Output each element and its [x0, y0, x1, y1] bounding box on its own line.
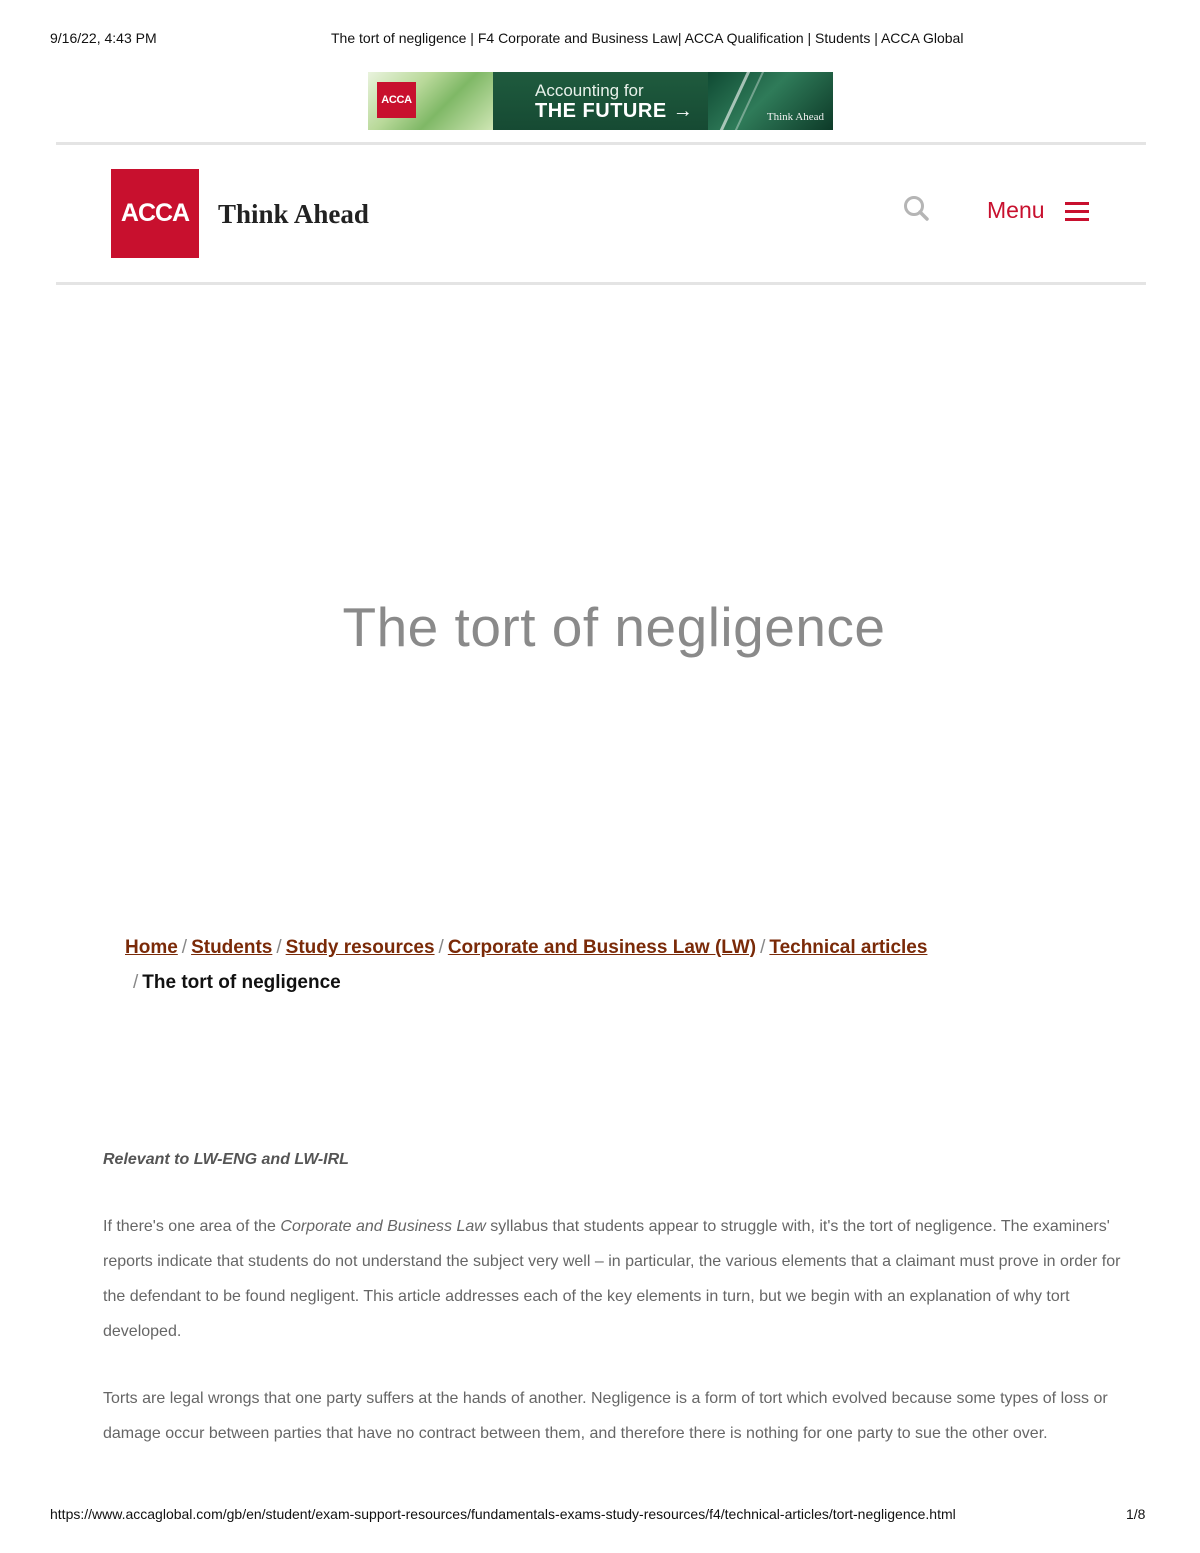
syllabus-name: Corporate and Business Law — [280, 1218, 486, 1235]
print-url: https://www.accaglobal.com/gb/en/student/exam-support-resources/fundamentals-exams-study-resources/f4/technical-articles/tort-negligence.html — [50, 1506, 956, 1522]
advert-banner[interactable] — [368, 72, 833, 130]
search-icon[interactable] — [902, 195, 930, 223]
breadcrumb-separator: / — [276, 937, 282, 958]
header-divider-bottom — [56, 282, 1146, 285]
banner-line1: Accounting for — [535, 80, 644, 100]
breadcrumb-separator: / — [133, 972, 139, 993]
banner-line2: THE FUTURE → — [535, 99, 694, 122]
banner-image-left — [368, 72, 493, 130]
header-divider-top — [56, 142, 1146, 145]
breadcrumb-separator: / — [438, 937, 444, 958]
breadcrumb-technical-articles[interactable]: Technical articles — [769, 937, 928, 958]
article-paragraph-2: Torts are legal wrongs that one party suffers at the hands of another. Negligence is a form of tort which evolved because some types of loss or damage occur between parties that have no contract between them, and therefore there is nothing for one party to sue the other over. — [103, 1390, 1108, 1442]
banner-text-panel — [493, 72, 708, 130]
breadcrumb-study-resources[interactable]: Study resources — [285, 937, 435, 958]
header-tagline: Think Ahead — [218, 199, 369, 229]
acca-logo[interactable]: ACCA — [111, 169, 199, 258]
breadcrumb-separator: / — [181, 937, 188, 958]
breadcrumb-current: The tort of negligence — [142, 972, 341, 993]
banner-acca-logo: ACCA — [377, 82, 416, 118]
breadcrumb-corporate-business-law[interactable]: Corporate and Business Law (LW) — [447, 937, 757, 958]
banner-tagline: Think Ahead — [766, 111, 824, 123]
banner-image-right — [708, 72, 833, 130]
breadcrumb-students[interactable]: Students — [191, 937, 273, 958]
hamburger-icon — [1065, 200, 1089, 222]
print-page-title: The tort of negligence | F4 Corporate and Business Law| ACCA Qualification | Students | ACCA Global — [331, 30, 964, 46]
print-page-number: 1/8 — [1126, 1506, 1146, 1522]
breadcrumb-separator: / — [760, 937, 766, 958]
article-paragraph-1 — [103, 1209, 1128, 1349]
breadcrumb — [125, 930, 1045, 1000]
paragraph-text: If there's one area of the — [103, 1218, 281, 1235]
page-title: The tort of negligence — [342, 595, 886, 658]
relevance-note: Relevant to LW-ENG and LW-IRL — [103, 1151, 349, 1168]
menu-button[interactable] — [987, 197, 1089, 224]
menu-label: Menu — [987, 197, 1045, 223]
breadcrumb-home[interactable]: Home — [125, 937, 178, 958]
print-date: 9/16/22, 4:43 PM — [50, 30, 157, 46]
article-body — [103, 1142, 1128, 1483]
paragraph-text: syllabus that students appear to struggle with, it's the tort of negligence. The examiners' reports indicate that students do not understand the subject very well – in particular, the various elements that a claimant must prove in order for the defendant to be found negligent. This article addresses each of the key elements in turn, but we begin with an explanation of why tort developed. — [103, 1218, 1121, 1340]
